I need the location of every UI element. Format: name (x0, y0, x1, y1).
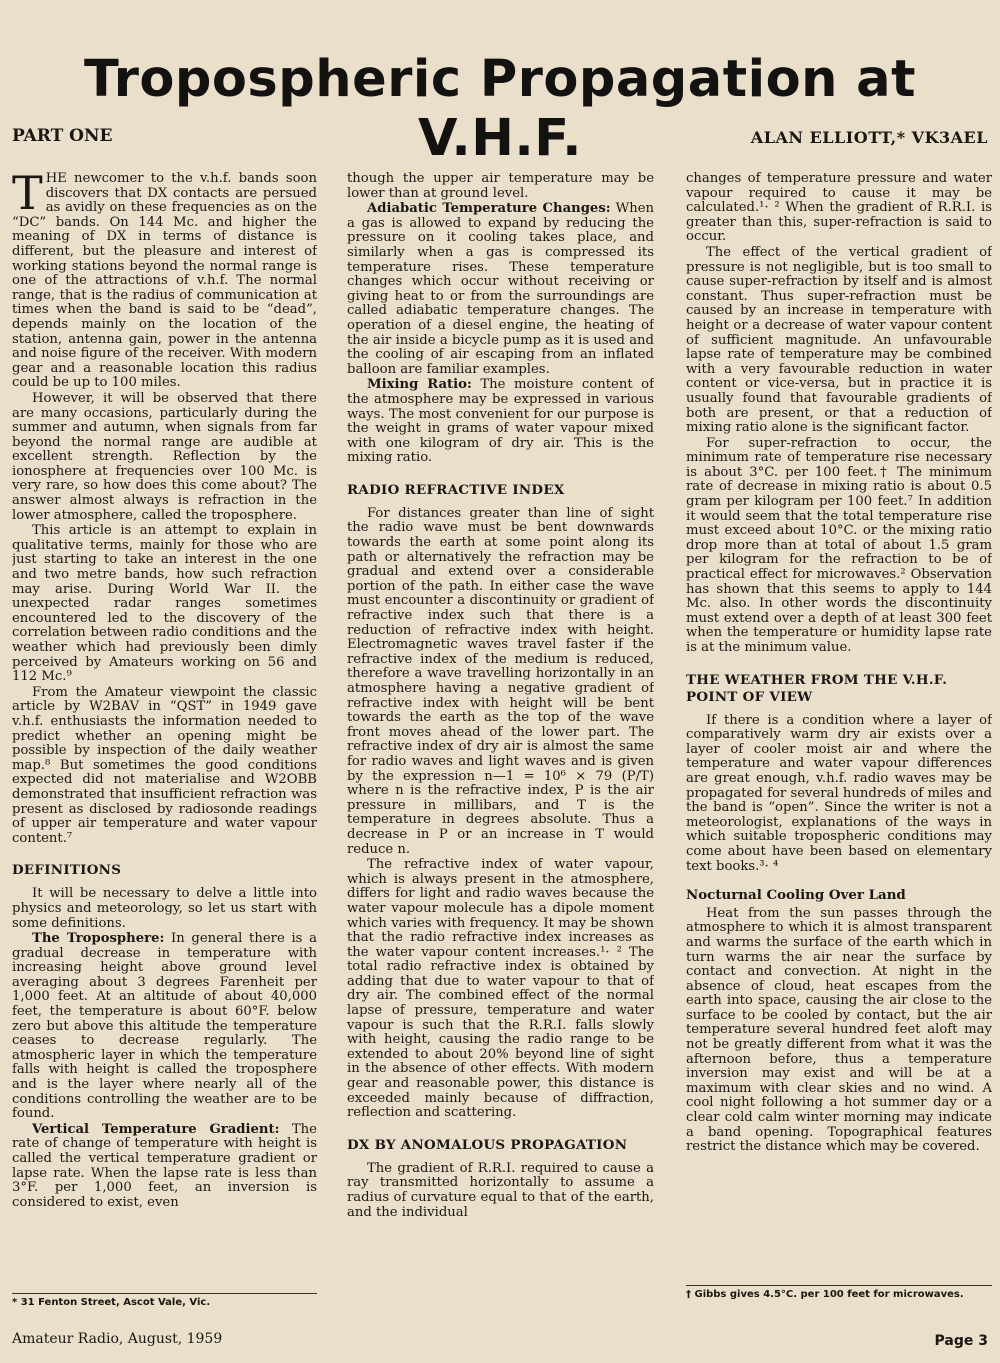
paragraph-body: The rate of change of temperature with height is called the vertical temperature gradient or lapse rate. When the lapse rate is less than 3°F. per 1,000 feet, an inversion is considered to exist, even (12, 1121, 317, 1210)
publication-footer: Amateur Radio, August, 1959 (12, 1331, 223, 1347)
intro-text: HE newcomer to the v.h.f. bands soon discovers that DX contacts are persued as avidly on these frequencies as on the “DC” bands. On 144 Mc. and higher the meaning of DX in terms of distance is different, but the pleasure and interest of working stations beyond the normal range is one of the attractions of v.h.f. The normal range, that is the radius of communication at times when the band is said to be “dead”, depends mainly on the location of the station, antenna gain, power in the antenna and noise figure of the receiver. With modern gear and a reasonable location this radius could be up to 100 miles. (12, 172, 317, 391)
author-footnote: * 31 Fenton Street, Ascot Vale, Vic. (12, 1293, 317, 1308)
run-in-heading: Mixing Ratio: (367, 377, 472, 393)
intro-paragraph (12, 172, 317, 391)
paragraph: However, it will be observed that there are many occasions, particularly during the summer and autumn, when signals from far beyond the normal range are audible at excellent strength. Reflection by the ionosphere at frequencies over 100 Mc. is very rare, so how does this come about? The answer almost always is refraction in the lower atmosphere, called the troposphere. (12, 390, 317, 523)
column-3 (686, 172, 992, 1322)
article-title: Tropospheric Propagation at V.H.F. (84, 50, 916, 168)
column-2 (347, 172, 654, 1322)
part-label: PART ONE (12, 126, 113, 146)
paragraph (347, 202, 654, 377)
section-heading-dx-anomalous: DX BY ANOMALOUS PROPAGATION (347, 1136, 628, 1153)
author-byline: ALAN ELLIOTT,* VK3AEL (750, 128, 988, 147)
paragraph: For distances greater than line of sight the radio wave must be bent downwards towards the earth at some point along its path or alternatively the refraction may be gradual and extend over a considerable portion of the path. In either case the wave must encounter a discontinuity or gradient of refractive index such that there is a reduction of refractive index with height. Electromagnetic waves travel faster if the refractive index of the medium is reduced, therefore a wave travelling horizontally in an atmosphere having a negative gradient of refractive index with height will be bent towards the earth as the top of the wave front moves ahead of the lower part. The refractive index of dry air is almost the same for radio waves and light waves and is given by the expression n—1 = 10⁶ × 79 (P/T) where n is the refractive index, P is the air pressure in millibars, and T is the temperature in degrees absolute. Thus a decrease in P or an increase in T would reduce n. (347, 505, 654, 857)
paragraph: For super-refraction to occur, the minimum rate of temperature rise necessary is about 3°C. per 100 feet.† The minimum rate of decrease in mixing ratio is about 0.5 gram per kilogram per 100 feet.⁷ In addition it would seem that the total temperature rise must exceed about 10°C. or the mixing ratio drop more than at total of about 1.5 gram per kilogram for the refraction to be of practical effect for microwaves.² Observation has shown that this seems to apply to 144 Mc. also. In other words the discontinuity must extend over a depth of at least 300 feet when the temperature or humidity lapse rate is at the minimum value. (686, 435, 992, 655)
page-number: Page 3 (934, 1333, 988, 1349)
paragraph-body: The moisture content of the atmosphere may be expressed in various ways. The most convenient for our purpose is the weight in grams of water vapour mixed with one kilogram of dry air. This is the mixing ratio. (347, 377, 654, 466)
paragraph-body: In general there is a gradual decrease in temperature with increasing height above ground level averaging about 3 degrees Farenheit per 1,000 feet. At an altitude of about 40,000 feet, the temperature is about 60°F. below zero but above this altitude the temperature ceases to decrease regularly. The atmospheric layer in which the temperature falls with height is called the troposphere and is the layer where nearly all of the conditions controlling the weather are to be found. (12, 931, 317, 1122)
paragraph: The gradient of R.R.I. required to cause a ray transmitted horizontally to assume a radius of curvature equal to that of the earth, and the individual (347, 1160, 654, 1220)
run-in-heading: Adiabatic Temperature Changes: (367, 201, 611, 217)
paragraph: It will be necessary to delve a little into physics and meteorology, so let us start with some definitions. (12, 886, 317, 931)
paragraph: The effect of the vertical gradient of pressure is not negligible, but is too small to cause super-refraction by itself and is almost constant. Thus super-refraction must be caused by an increase in temperature with height or a decrease of water vapour content of sufficient magnitude. An unfavourable lapse rate of temperature may be combined with a very favourable reduction in water content or vice-versa, but in practice it is usually found that favourable gradients of both are present, or that a reduction of mixing ratio alone is the significant factor. (686, 244, 992, 436)
column-1 (12, 172, 317, 1322)
section-heading-weather: THE WEATHER FROM THE V.H.F. POINT OF VIEW (686, 671, 948, 705)
subsection-heading-nocturnal-cooling: Nocturnal Cooling Over Land (686, 887, 906, 904)
paragraph: though the upper air temperature may be lower than at ground level. (347, 172, 654, 201)
paragraph (347, 378, 654, 466)
dagger-footnote: † Gibbs gives 4.5°C. per 100 feet for microwaves. (686, 1285, 992, 1301)
run-in-heading: Vertical Temperature Gradient: (32, 1121, 280, 1137)
drop-cap: T (12, 172, 43, 220)
paragraph: changes of temperature pressure and water vapour required to cause it may be calculated.¹· ² When the gradient of R.R.I. is greater than this, super-refraction is said to occur. (686, 172, 992, 245)
paragraph (12, 1123, 317, 1211)
paragraph: If there is a condition where a layer of comparatively warm dry air exists over a layer of cooler moist air and where the temperature and water vapour differences are great enough, v.h.f. radio waves may be propagated for several hundreds of miles and the band is “open”. Since the writer is not a meteorologist, explanations of the ways in which suitable tropospheric conditions may come about have been based on elementary text books.³· ⁴ (686, 712, 992, 874)
paragraph: Heat from the sun passes through the atmosphere to which it is almost transparent and warms the surface of the earth which in turn warms the air near the surface by contact and convection. At night in the absence of cloud, heat escapes from the earth into space, causing the air close to the surface to be cooled by contact, but the air temperature several hundred feet aloft may not be greatly different from what it was the afternoon before, thus a temperature inversion may exist and will be at a maximum with clear skies and no wind. A cool night following a hot summer day or a clear cold calm winter morning may indicate a band opening. Topographical features restrict the distance which may be covered. (686, 905, 992, 1155)
paragraph: The refractive index of water vapour, which is always present in the atmosphere, differs for light and radio waves because the water vapour molecule has a dipole moment which varies with frequency. It may be shown that the radio refractive index increases as the water vapour content increases.¹· ² The total radio refractive index is obtained by adding that due to water vapour to that of dry air. The combined effect of the normal lapse of pressure, temperature and water vapour is such that the R.R.I. falls slowly with height, causing the radio range to be extended to about 20% beyond line of sight in the absence of other effects. With modern gear and reasonable power, this distance is exceeded mainly because of diffraction, reflection and scattering. (347, 857, 654, 1121)
paragraph (12, 932, 317, 1122)
run-in-heading: The Troposphere: (32, 931, 165, 947)
paragraph-body: When a gas is allowed to expand by reducing the pressure on it cooling takes place, and similarly when a gas is compressed its temperature rises. These temperature changes which occur without receiving or giving heat to or from the surroundings are called adiabatic temperature changes. The operation of a diesel engine, the heating of the air inside a bicycle pump as it is used and the cooling of air escaping from an inflated balloon are familiar examples. (347, 201, 654, 377)
paragraph: From the Amateur viewpoint the classic article by W2BAV in “QST” in 1949 gave v.h.f. enthusiasts the information needed to predict whether an opening might be possible by inspection of the daily weather map.⁸ But sometimes the good conditions expected did not materialise and W2OBB demonstrated that insufficient refraction was present as disclosed by radiosonde readings of upper air temperature and water vapour content.⁷ (12, 684, 317, 846)
section-heading-radio-refractive-index: RADIO REFRACTIVE INDEX (347, 481, 565, 498)
paragraph: This article is an attempt to explain in qualitative terms, mainly for those who are just starting to take an interest in the one and two metre bands, how such refraction may arise. During World War II. the unexpected radar ranges sometimes encountered led to the discovery of the correlation between radio conditions and the weather which had previously been dimly perceived by Amateurs working on 56 and 112 Mc.⁹ (12, 523, 317, 685)
section-heading-definitions: DEFINITIONS (12, 862, 122, 879)
